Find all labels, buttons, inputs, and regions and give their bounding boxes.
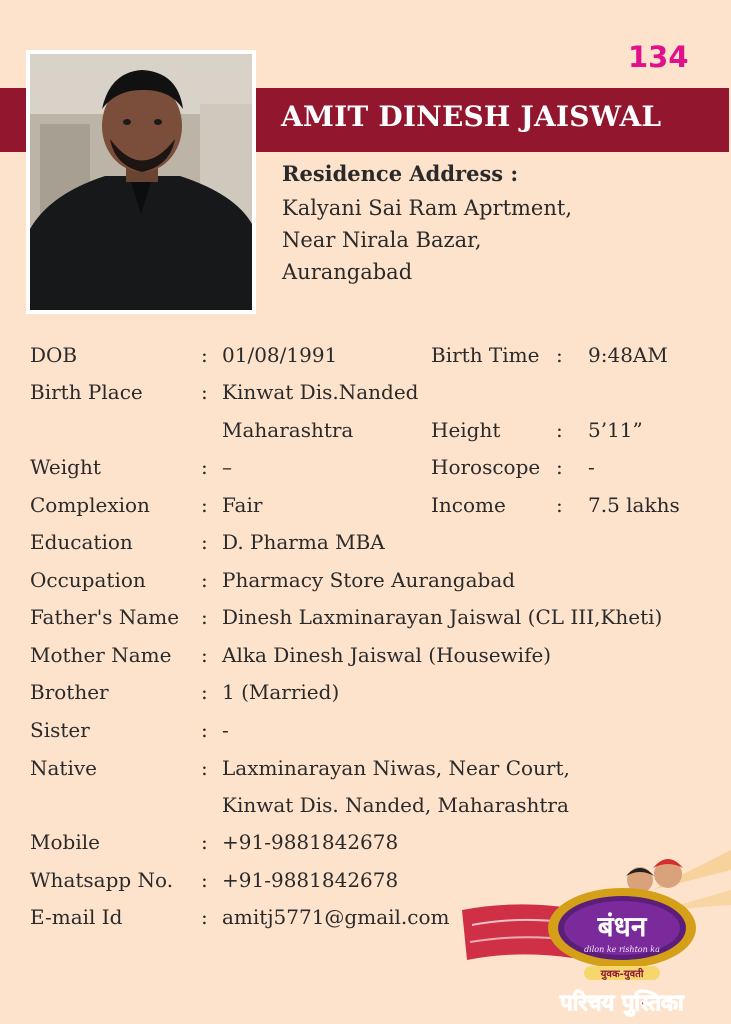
birth-place-value-line-2: Maharashtra <box>222 418 354 442</box>
mobile-colon: : <box>201 830 208 854</box>
weight-colon: : <box>201 455 208 479</box>
whatsapp-value: +91-9881842678 <box>222 868 399 892</box>
logo-sub-text: युवक-युवती <box>600 969 644 980</box>
address-line-3: Aurangabad <box>282 260 413 284</box>
whatsapp-colon: : <box>201 868 208 892</box>
bandhan-logo <box>462 850 731 1024</box>
height-colon: : <box>556 418 563 442</box>
address-line-1: Kalyani Sai Ram Aprtment, <box>282 196 572 220</box>
email-label: E-mail Id <box>30 905 123 929</box>
birth-place-colon: : <box>201 380 208 404</box>
dob-colon: : <box>201 343 208 367</box>
mobile-value: +91-9881842678 <box>222 830 399 854</box>
birth-time-value: 9:48AM <box>588 343 668 367</box>
brother-label: Brother <box>30 680 109 704</box>
weight-value: – <box>222 455 232 479</box>
horoscope-value: - <box>588 455 595 479</box>
father-name-colon: : <box>201 605 208 629</box>
birth-time-label: Birth Time <box>431 343 540 367</box>
candidate-name: AMIT DINESH JAISWAL <box>281 100 662 133</box>
occupation-colon: : <box>201 568 208 592</box>
logo-tagline: dilon ke rishton ka <box>584 945 660 954</box>
weight-label: Weight <box>30 455 101 479</box>
native-label: Native <box>30 756 97 780</box>
height-value: 5’11” <box>588 418 643 442</box>
father-name-value: Dinesh Laxminarayan Jaiswal (CL III,Kheti) <box>222 605 663 629</box>
education-label: Education <box>30 530 133 554</box>
dob-label: DOB <box>30 343 78 367</box>
native-value-line-2: Kinwat Dis. Nanded, Maharashtra <box>222 793 569 817</box>
native-colon: : <box>201 756 208 780</box>
complexion-value: Fair <box>222 493 263 517</box>
sister-label: Sister <box>30 718 90 742</box>
dob-value: 01/08/1991 <box>222 343 338 367</box>
income-label: Income <box>431 493 506 517</box>
father-name-label: Father's Name <box>30 605 180 629</box>
email-value: amitj5771@gmail.com <box>222 905 450 929</box>
logo-title-text: परिचय पुस्तिका <box>560 991 684 1016</box>
mother-name-label: Mother Name <box>30 643 172 667</box>
occupation-label: Occupation <box>30 568 146 592</box>
education-colon: : <box>201 530 208 554</box>
sister-value: - <box>222 718 229 742</box>
person-photo-illustration <box>30 54 252 310</box>
profile-photo-frame <box>26 50 256 314</box>
complexion-label: Complexion <box>30 493 150 517</box>
whatsapp-label: Whatsapp No. <box>30 868 174 892</box>
height-label: Height <box>431 418 501 442</box>
horoscope-colon: : <box>556 455 563 479</box>
address-line-2: Near Nirala Bazar, <box>282 228 482 252</box>
mother-name-value: Alka Dinesh Jaiswal (Housewife) <box>222 643 552 667</box>
birth-place-label: Birth Place <box>30 380 143 404</box>
residence-address-heading: Residence Address : <box>282 161 519 186</box>
logo-brand-text: बंधन <box>597 910 647 943</box>
email-colon: : <box>201 905 208 929</box>
sister-colon: : <box>201 718 208 742</box>
mother-name-colon: : <box>201 643 208 667</box>
complexion-colon: : <box>201 493 208 517</box>
income-colon: : <box>556 493 563 517</box>
profile-photo <box>30 54 252 310</box>
horoscope-label: Horoscope <box>431 455 541 479</box>
brother-value: 1 (Married) <box>222 680 340 704</box>
education-value: D. Pharma MBA <box>222 530 385 554</box>
native-value: Laxminarayan Niwas, Near Court, <box>222 756 570 780</box>
income-value: 7.5 lakhs <box>588 493 680 517</box>
profile-number: 134 <box>628 40 689 74</box>
mobile-label: Mobile <box>30 830 100 854</box>
occupation-value: Pharmacy Store Aurangabad <box>222 568 516 592</box>
birth-time-colon: : <box>556 343 563 367</box>
brother-colon: : <box>201 680 208 704</box>
birth-place-value: Kinwat Dis.Nanded <box>222 380 419 404</box>
